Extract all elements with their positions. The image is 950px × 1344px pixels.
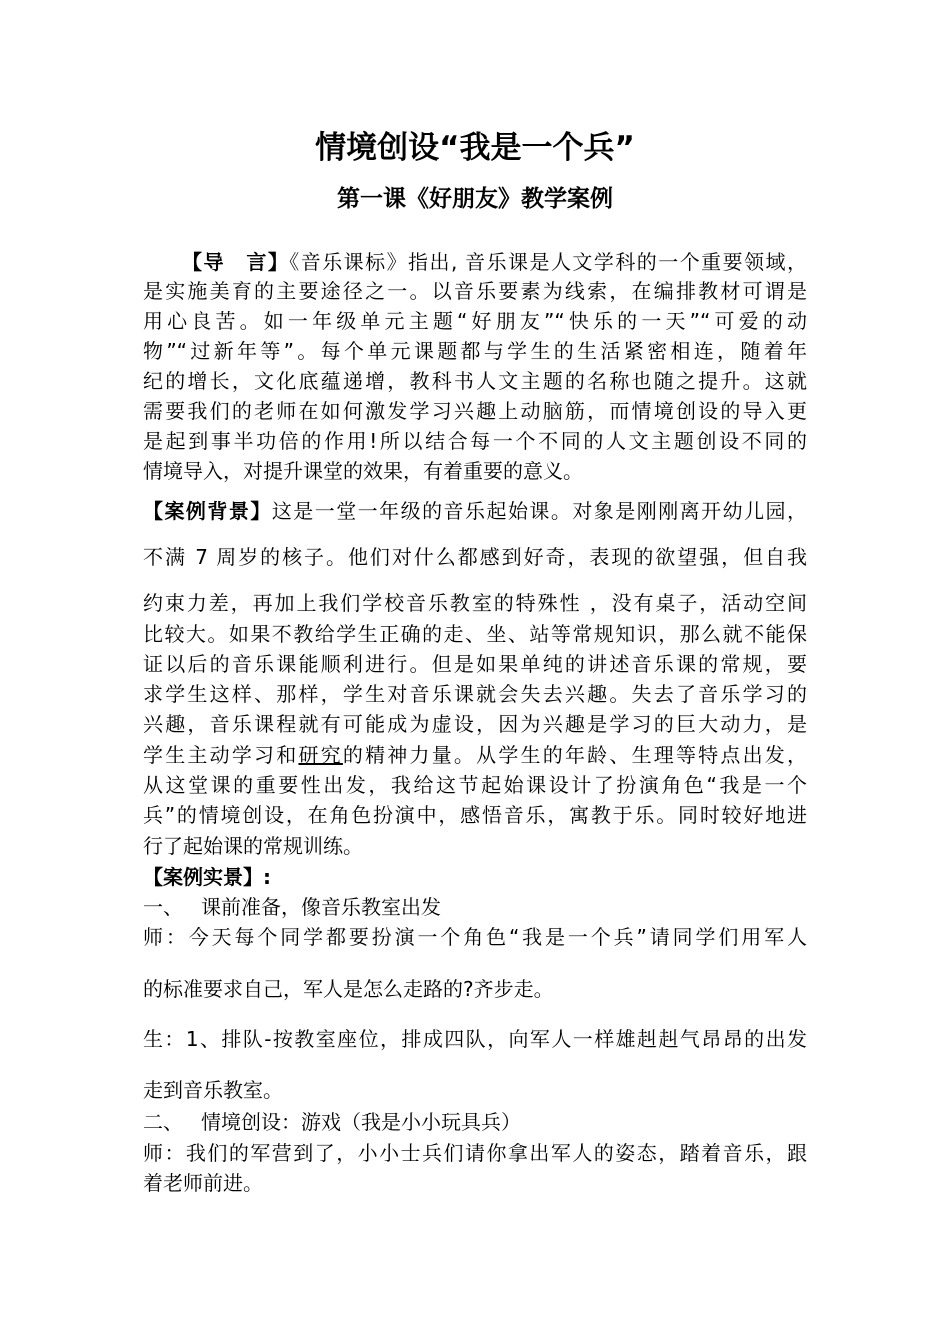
intro-line: 需要我们的老师在如何激发学习兴趣上动脑筋，而情境创设的导入更 xyxy=(143,399,807,423)
background-line: 兵”的情境创设，在角色扮演中，感悟音乐，寓教于乐。同时较好地进 xyxy=(143,803,807,827)
section-number: 二、 xyxy=(143,1110,183,1134)
background-line: 行了起始课的常规训练。 xyxy=(143,834,363,858)
intro-line: 是实施美育的主要途径之一。以音乐要素为线索，在编排教材可谓是 xyxy=(143,279,807,303)
section-number: 一、 xyxy=(143,895,183,919)
intro-label: 【导 言】 xyxy=(182,250,290,274)
intro-line: 是起到事半功倍的作用!所以结合每一个不同的人文主题创设不同的 xyxy=(143,429,807,453)
section-title: 课前准备，像音乐教室出发 xyxy=(201,895,441,919)
intro-line: 用心良苦。如一年级单元主题“好朋友”“快乐的一天”“可爱的动 xyxy=(143,309,807,333)
record-label: 【案例实景】: xyxy=(143,865,271,889)
background-line: 学生主动学习和研究的精神力量。从学生的年龄、生理等特点出发， xyxy=(143,743,808,767)
intro-line: 物”“过新年等”。每个单元课题都与学生的生活紧密相连，随着年 xyxy=(143,339,807,363)
background-line: 求学生这样、那样，学生对音乐课就会失去兴趣。失去了音乐学习的 xyxy=(143,682,807,706)
intro-line: 【导 言】《音乐课标》指出, 音乐课是人文学科的一个重要领域， xyxy=(182,250,808,274)
background-line: 比较大。如果不教给学生正确的走、坐、站等常规知识，那么就不能保 xyxy=(143,622,807,646)
teacher-line: 师：我们的军营到了，小小士兵们请你拿出军人的姿态，踏着音乐，跟 xyxy=(143,1141,807,1165)
background-line: 约束力差，再加上我们学校音乐教室的特殊性 ，没有桌子，活动空间 xyxy=(143,591,807,615)
intro-line: 纪的增长，文化底蕴递增，教科书人文主题的名称也随之提升。这就 xyxy=(143,369,807,393)
teacher-line: 师：今天每个同学都要扮演一个角色“我是一个兵”请同学们用军人 xyxy=(143,925,807,949)
section-heading xyxy=(143,893,807,921)
research-link[interactable]: 研究 xyxy=(298,743,343,767)
section-heading xyxy=(143,1108,807,1136)
background-line: 兴趣，音乐课程就有可能成为虚设，因为兴趣是学习的巨大动力，是 xyxy=(143,712,807,736)
document-title: 情境创设“我是一个兵” xyxy=(315,130,635,166)
student-line: 生：1、排队-按教室座位，排成四队，向军人一样雄赳赳气昂昂的出发 xyxy=(143,1027,807,1051)
teacher-line: 着老师前进。 xyxy=(143,1171,263,1195)
background-label: 【案例背景】 xyxy=(143,499,272,523)
background-line: 从这堂课的重要性出发，我给这节起始课设计了扮演角色“我是一个 xyxy=(143,773,807,797)
student-line: 走到音乐教室。 xyxy=(143,1078,283,1102)
teacher-line: 的标准要求自己，军人是怎么走路的?齐步走。 xyxy=(143,977,554,1001)
section-title: 情境创设：游戏（我是小小玩具兵） xyxy=(201,1110,521,1134)
document-subtitle: 第一课《好朋友》教学案例 xyxy=(337,186,613,212)
background-line: 证以后的音乐课能顺利进行。但是如果单纯的讲述音乐课的常规，要 xyxy=(143,652,807,676)
intro-line: 情境导入，对提升课堂的效果，有着重要的意义。 xyxy=(143,459,583,483)
background-line: 【案例背景】这是一堂一年级的音乐起始课。对象是刚刚离开幼儿园， xyxy=(143,499,808,523)
background-line: 不满 7 周岁的核子。他们对什么都感到好奇，表现的欲望强，但自我 xyxy=(143,545,807,569)
